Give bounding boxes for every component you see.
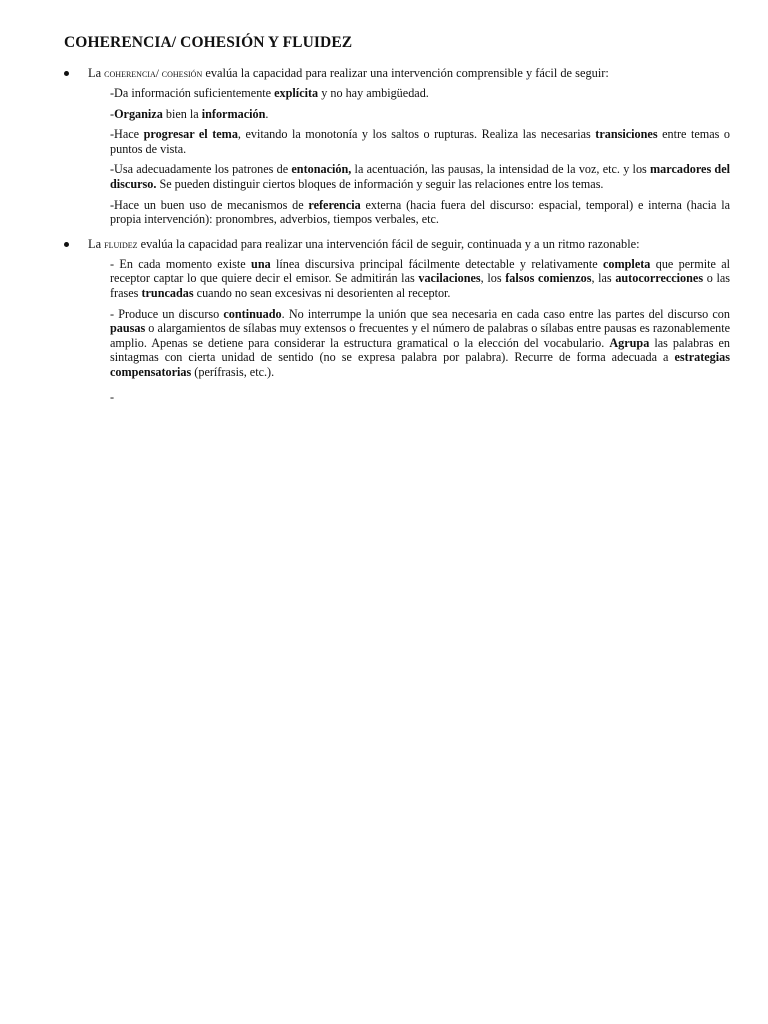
- bullet-fluidez: [64, 237, 730, 253]
- coherencia-point-5: -Hace un buen uso de mecanismos de referencia externa (hacia fuera del discurso: espacial, temporal) e interna (hacia la propia intervención): pronombres, adverbios, tiempos verbales, etc.: [110, 197, 730, 227]
- coherencia-point-4: -Usa adecuadamente los patrones de entonación, la acentuación, las pausas, la intensidad de la voz, etc. y los marcadores del discurso. Se pueden distinguir ciertos bloques de información y seguir las relaciones entre los temas.: [110, 162, 731, 191]
- bullet-lead: La coherencia/ cohesión evalúa la capacidad para realizar una intervención comprensible y fácil de seguir:: [88, 66, 609, 80]
- term-fluidez: fluidez: [104, 238, 138, 251]
- bullet-icon: [64, 242, 69, 247]
- coherencia-point-1: -Da información suficientemente explícita y no hay ambigüedad.: [110, 86, 429, 100]
- coherencia-point-2: -Organiza bien la información.: [110, 106, 269, 121]
- bullet-icon: [64, 71, 69, 76]
- bullet-coherencia: [64, 66, 730, 82]
- fluidez-point-2: - Produce un discurso continuado. No interrumpe la unión que sea necesaria en cada caso entre las partes del discurso con pausas o alargamientos de sílabas muy extensos o frecuentes y el número de palabras o sílabas entre pausas es razonablemente amplio. Apenas se detiene para considerar la estructura gramatical o la elección del vocabulario. Agrupa las palabras en sintagmas con cierta unidad de sentido (no se expresa palabra por palabra). Recurre de forma adecuada a estrategias compensatorias (perífrasis, etc.).: [110, 306, 730, 379]
- page-title: COHERENCIA/ COHESIÓN Y FLUIDEZ: [64, 34, 353, 51]
- term-coherencia: coherencia/ cohesión: [104, 68, 203, 80]
- coherencia-point-3: -Hace progresar el tema, evitando la monotonía y los saltos o rupturas. Realiza las necesarias transiciones entre temas o puntos de vista.: [110, 127, 730, 156]
- fluidez-point-1: - En cada momento existe una línea discursiva principal fácilmente detectable y relativamente completa que permite al receptor captar lo que quiere decir el emisor. Se admitirán las vacilaciones, los falsos comienzos, las autocorrecciones o las frases truncadas cuando no sean excesivas ni desorienten al receptor.: [110, 256, 730, 300]
- trailing-dash: -: [110, 389, 115, 404]
- bullet-lead: La fluidez evalúa la capacidad para realizar una intervención fácil de seguir, continuada y a un ritmo razonable:: [88, 236, 640, 251]
